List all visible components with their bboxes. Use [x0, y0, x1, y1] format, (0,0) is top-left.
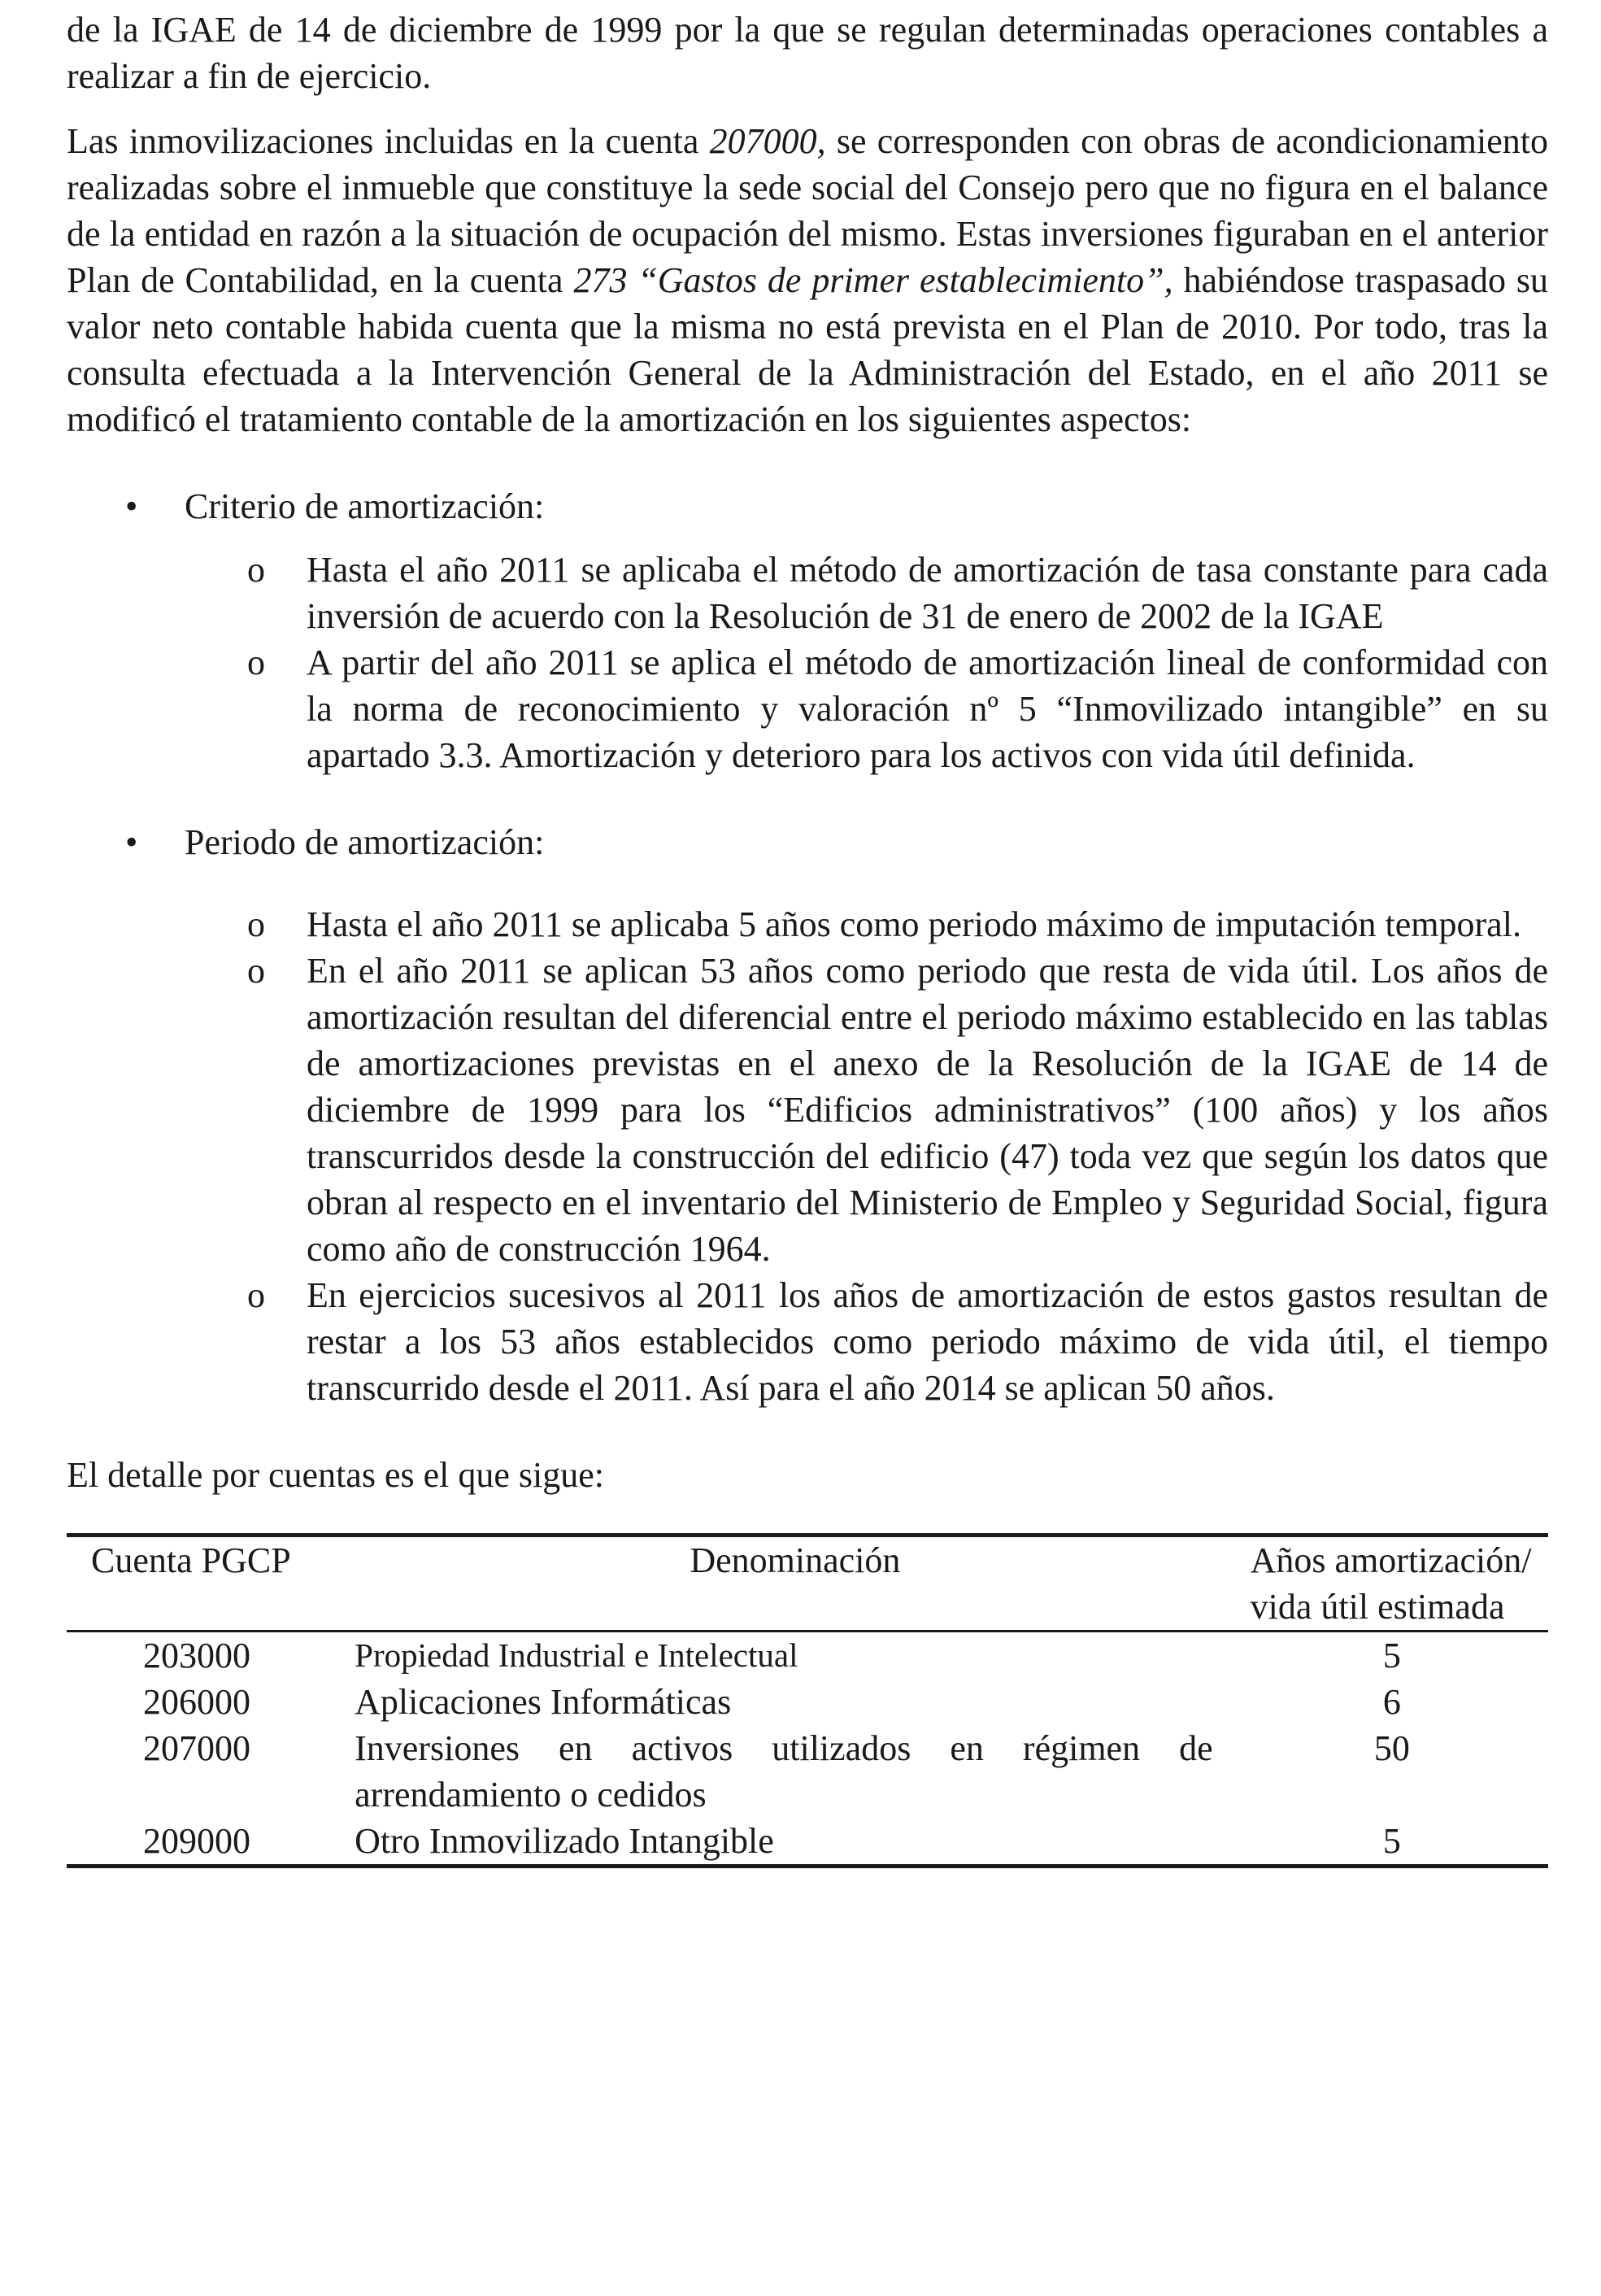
- cell-years: 6: [1382, 1682, 1401, 1722]
- table-header-row: [67, 1536, 1548, 1632]
- bullet-label: Periodo de amortización:: [185, 822, 545, 862]
- subitem-marker: o: [247, 951, 265, 991]
- subitem-text: Hasta el año 2011 se aplicaba el método de amortización de tasa constante para cada inversión de acuerdo con la Resolución de 31 de enero de 2002 de la IGAE: [307, 550, 1548, 636]
- subitem-marker: o: [247, 643, 265, 682]
- subitem: [67, 639, 1548, 778]
- table-row: [67, 1818, 1548, 1867]
- subitem-text: En el año 2011 se aplican 53 años como periodo que resta de vida útil. Los años de amortización resultan del diferencial entre el periodo máximo establecido en las tablas de amortizaciones previstas en el anexo de la Resolución de la IGAE de 14 de diciembre de 1999 para los “Edificios administrativos” (100 años) y los años transcurridos desde la construcción del edificio (47) toda vez que según los datos que obran al respecto en el inventario del Ministerio de Empleo y Seguridad Social, figura como año de construcción 1964.: [307, 951, 1548, 1269]
- sublist: [67, 901, 1548, 1411]
- cell-code: 203000: [143, 1636, 250, 1675]
- header-cuenta: Cuenta PGCP: [91, 1540, 291, 1580]
- header-denominacion: Denominación: [690, 1540, 901, 1580]
- paragraph-inmovilizaciones: [67, 118, 1548, 442]
- cell-code: 206000: [143, 1682, 250, 1722]
- document-page: [67, 7, 1548, 1868]
- bullet-criterio: [67, 483, 1548, 778]
- cell-code: 207000: [143, 1728, 250, 1768]
- bullet-item: [67, 483, 1548, 529]
- bullet-marker: •: [125, 822, 138, 862]
- subitem-marker: o: [247, 550, 265, 590]
- cell-years: 50: [1373, 1728, 1410, 1768]
- subitem: [67, 948, 1548, 1272]
- subitem-marker: o: [247, 904, 265, 944]
- cell-name: Otro Inmovilizado Intangible: [355, 1821, 774, 1861]
- paragraph-text: habiéndose traspasado su valor neto contable habida cuenta que la misma no está prevista en el Plan de 2010. Por todo, tras la consulta efectuada a la Intervención General de la Administración del Estado, en el año 2011 se modificó el tratamiento contable de la amortización en los siguientes aspectos:: [67, 260, 1548, 439]
- paragraph-igae-reference: de la IGAE de 14 de diciembre de 1999 por la que se regulan determinadas operaciones contables a realizar a fin de ejercicio.: [67, 10, 1548, 96]
- sublist: [67, 547, 1548, 778]
- subitem: [67, 1272, 1548, 1411]
- table-row: [67, 1632, 1548, 1680]
- paragraph-text: Las inmovilizaciones incluidas en la cuenta: [67, 121, 710, 161]
- table-row: [67, 1725, 1548, 1818]
- cell-years: 5: [1382, 1821, 1401, 1861]
- cell-name: Propiedad Industrial e Intelectual: [355, 1636, 798, 1674]
- bullet-label: Criterio de amortización:: [185, 486, 545, 526]
- cell-name: Aplicaciones Informáticas: [355, 1682, 732, 1722]
- cell-years: 5: [1382, 1636, 1401, 1675]
- paragraph-text: se corresponden con obras de acondicionamiento realizadas sobre el inmueble que constituye la sede social del Consejo pero que no figura en el balance de la entidad en razón a la situación de ocupación del mismo. Estas inversiones figuraban en el anterior Plan de Contabilidad, en la cuenta: [67, 121, 1548, 300]
- table-row: [67, 1679, 1548, 1725]
- bullet-marker: •: [125, 486, 138, 526]
- header-anos: Años amortización/ vida útil estimada: [1250, 1540, 1532, 1627]
- accounts-table: [67, 1533, 1548, 1868]
- table-intro: El detalle por cuentas es el que sigue:: [67, 1455, 604, 1495]
- cell-name: Inversiones en activos utilizados en régimen de arrendamiento o cedidos: [355, 1728, 1213, 1815]
- account-name-italic: 273 “Gastos de primer establecimiento”,: [573, 260, 1173, 300]
- subitem-text: En ejercicios sucesivos al 2011 los años de amortización de estos gastos resultan de restar a los 53 años establecidos como periodo máximo de vida útil, el tiempo transcurrido desde el 2011. Así para el año 2014 se aplican 50 años.: [307, 1275, 1548, 1408]
- subitem: [67, 901, 1548, 948]
- subitem: [67, 547, 1548, 639]
- bullet-periodo: [67, 819, 1548, 1411]
- bullet-item: [67, 819, 1548, 865]
- cell-code: 209000: [143, 1821, 250, 1861]
- subitem-text: Hasta el año 2011 se aplicaba 5 años como periodo máximo de imputación temporal.: [307, 904, 1521, 944]
- account-number-italic: 207000,: [709, 121, 826, 161]
- subitem-marker: o: [247, 1275, 265, 1315]
- subitem-text: A partir del año 2011 se aplica el método de amortización lineal de conformidad con la norma de reconocimiento y valoración nº 5 “Inmovilizado intangible” en su apartado 3.3. Amortización y deterioro para los activos con vida útil definida.: [307, 643, 1548, 775]
